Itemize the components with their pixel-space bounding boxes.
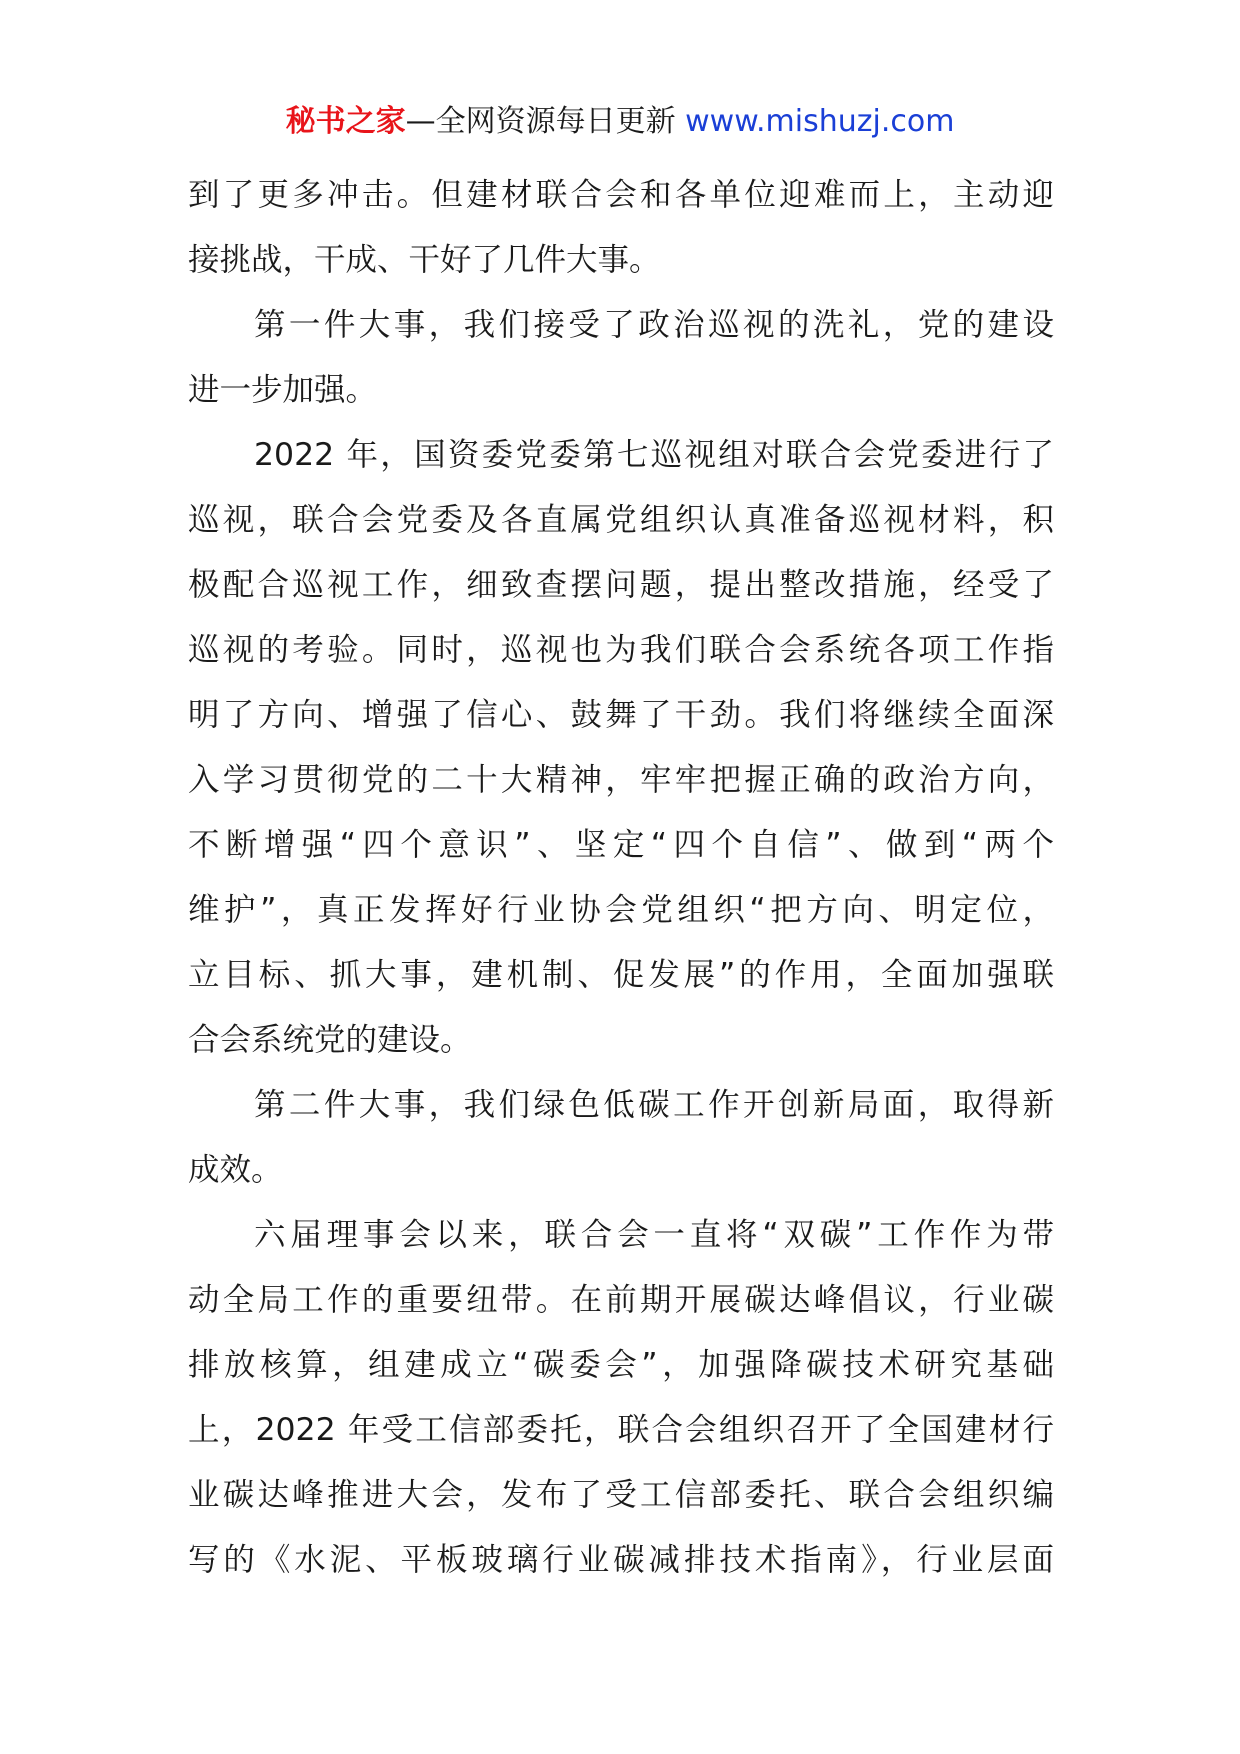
text-line: 巡视的考验。同时，巡视也为我们联合会系统各项工作指 <box>188 632 1054 668</box>
text-line: 2022 年，国资委党委第七巡视组对联合会党委进行了 <box>254 437 1054 473</box>
text-line: 不断增强“四个意识”、坚定“四个自信”、做到“两个 <box>188 827 1054 863</box>
text-line: 第二件大事，我们绿色低碳工作开创新局面，取得新 <box>254 1087 1054 1123</box>
text-line: 到了更多冲击。但建材联合会和各单位迎难而上，主动迎 <box>188 177 1054 213</box>
text-line: 接挑战，干成、干好了几件大事。 <box>188 242 661 278</box>
text-line: 业碳达峰推进大会，发布了受工信部委托、联合会组织编 <box>188 1477 1054 1513</box>
site-url-link[interactable]: www.mishuzj.com <box>685 104 955 139</box>
text-line: 排放核算，组建成立“碳委会”，加强降碳技术研究基础 <box>188 1347 1054 1383</box>
text-line: 六届理事会以来，联合会一直将“双碳”工作作为带 <box>254 1217 1054 1253</box>
text-line: 写的《水泥、平板玻璃行业碳减排技术指南》，行业层面 <box>188 1542 1054 1578</box>
text-line: 第一件大事，我们接受了政治巡视的洗礼，党的建设 <box>254 307 1054 343</box>
text-line: 合会系统党的建设。 <box>188 1022 472 1058</box>
body-text <box>188 163 1054 1593</box>
text-line: 成效。 <box>188 1152 283 1188</box>
text-line: 维护”，真正发挥好行业协会党组织“把方向、明定位， <box>188 892 1054 928</box>
site-header <box>0 100 1240 144</box>
text-line: 上，2022 年受工信部委托，联合会组织召开了全国建材行 <box>188 1412 1054 1448</box>
text-line: 巡视，联合会党委及各直属党组织认真准备巡视材料，积 <box>188 502 1054 538</box>
text-line: 明了方向、增强了信心、鼓舞了干劲。我们将继续全面深 <box>188 697 1054 733</box>
text-line: 入学习贯彻党的二十大精神，牢牢把握正确的政治方向， <box>188 762 1054 798</box>
text-line: 极配合巡视工作，细致查摆问题，提出整改措施，经受了 <box>188 567 1054 603</box>
text-line: 动全局工作的重要纽带。在前期开展碳达峰倡议，行业碳 <box>188 1282 1054 1318</box>
text-line: 进一步加强。 <box>188 372 378 408</box>
site-tagline: —全网资源每日更新 <box>405 104 686 139</box>
text-line: 立目标、抓大事，建机制、促发展”的作用，全面加强联 <box>188 957 1054 993</box>
site-brand: 秘书之家 <box>285 104 406 139</box>
